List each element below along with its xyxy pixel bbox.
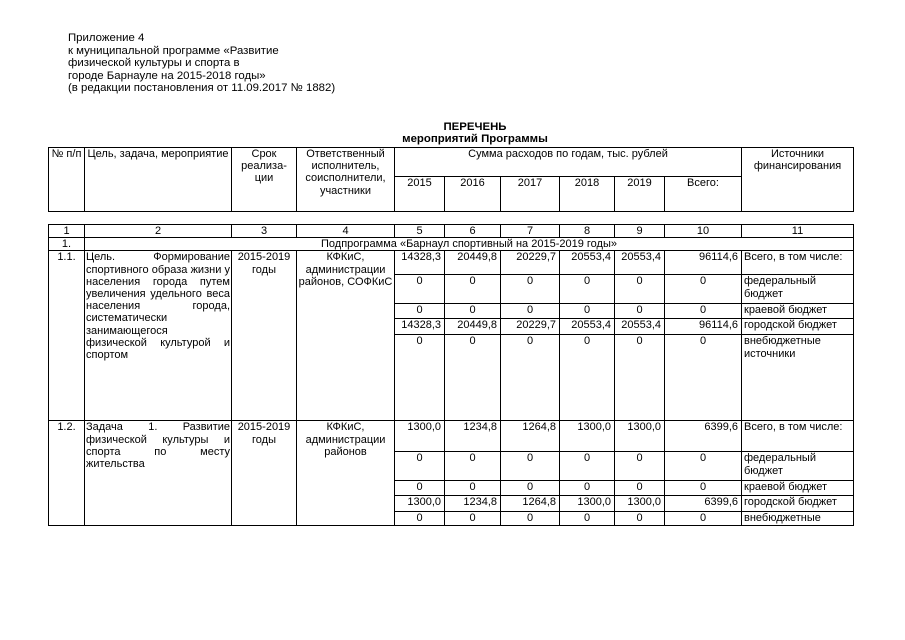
value-total: 0 [665, 335, 742, 421]
value-2018: 1300,0 [560, 421, 615, 452]
funding-source: городской бюджет [742, 319, 854, 335]
header-total: Всего: [665, 177, 742, 212]
document-title: ПЕРЕЧЕНЬ [443, 121, 507, 133]
value-2017: 0 [501, 481, 560, 496]
value-total: 0 [665, 275, 742, 304]
value-2018: 0 [560, 481, 615, 496]
column-number: 6 [445, 225, 501, 238]
value-2017: 1264,8 [501, 421, 560, 452]
value-total: 0 [665, 452, 742, 481]
table-row [49, 251, 854, 275]
row-goal: Цель. Формирование спортивного образа жизни у населения города путем увеличения удельного веса населения города, систематически занимающегося физической культурой и спортом [85, 251, 232, 421]
row-term: 2015-2019 годы [232, 251, 297, 421]
value-total: 0 [665, 512, 742, 526]
value-2016: 20449,8 [445, 251, 501, 275]
funding-source: внебюджетные [742, 512, 854, 526]
funding-source: Всего, в том числе: [742, 421, 854, 452]
value-2015: 1300,0 [395, 496, 445, 512]
value-2018: 0 [560, 335, 615, 421]
value-2016: 0 [445, 335, 501, 421]
value-2017: 1264,8 [501, 496, 560, 512]
value-total: 0 [665, 481, 742, 496]
value-2015: 14328,3 [395, 251, 445, 275]
measures-table [48, 147, 854, 526]
table-spacer [49, 212, 854, 225]
value-2015: 1300,0 [395, 421, 445, 452]
value-2016: 1234,8 [445, 421, 501, 452]
header-num: № п/п [49, 148, 85, 212]
header-responsible: Ответственный исполнитель, соисполнители, участники [297, 148, 395, 212]
funding-source: федеральный бюджет [742, 275, 854, 304]
value-2019: 0 [615, 452, 665, 481]
header-year: 2016 [445, 177, 501, 212]
value-2016: 0 [445, 452, 501, 481]
column-number: 3 [232, 225, 297, 238]
column-number: 5 [395, 225, 445, 238]
row-num: 1.1. [49, 251, 85, 421]
value-total: 6399,6 [665, 421, 742, 452]
value-2016: 0 [445, 275, 501, 304]
value-2015: 0 [395, 275, 445, 304]
header-year: 2017 [501, 177, 560, 212]
header-term: Срок реализа-ции [232, 148, 297, 212]
column-number: 4 [297, 225, 395, 238]
header-year: 2015 [395, 177, 445, 212]
value-2017: 20229,7 [501, 319, 560, 335]
funding-source: краевой бюджет [742, 481, 854, 496]
value-2017: 20229,7 [501, 251, 560, 275]
value-2018: 20553,4 [560, 319, 615, 335]
column-number: 2 [85, 225, 232, 238]
subprogram-title: Подпрограмма «Барнаул спортивный на 2015-2019 годы» [85, 238, 854, 251]
value-2017: 0 [501, 512, 560, 526]
header-year: 2019 [615, 177, 665, 212]
value-total: 0 [665, 304, 742, 319]
value-2018: 20553,4 [560, 251, 615, 275]
row-term: 2015-2019 годы [232, 421, 297, 526]
value-2016: 0 [445, 304, 501, 319]
document-subtitle: мероприятий Программы [402, 133, 548, 145]
column-number: 11 [742, 225, 854, 238]
value-2016: 1234,8 [445, 496, 501, 512]
column-numbers-row [49, 225, 854, 238]
value-2016: 0 [445, 481, 501, 496]
value-2019: 0 [615, 512, 665, 526]
document-header [68, 32, 335, 95]
value-2019: 0 [615, 304, 665, 319]
edition-note: (в редакции постановления от 11.09.2017 № 1882) [68, 82, 336, 95]
program-reference-line: городе Барнауле на 2015-2018 годы» [68, 69, 266, 82]
value-2015: 14328,3 [395, 319, 445, 335]
value-2019: 20553,4 [615, 251, 665, 275]
value-2018: 0 [560, 452, 615, 481]
column-number: 7 [501, 225, 560, 238]
value-2015: 0 [395, 481, 445, 496]
value-2017: 0 [501, 452, 560, 481]
value-2015: 0 [395, 304, 445, 319]
value-2017: 0 [501, 335, 560, 421]
value-2018: 0 [560, 304, 615, 319]
program-reference-line: физической культуры и спорта в [68, 57, 240, 70]
row-goal: Задача 1. Развитие физической культуры и спорта по месту жительства [85, 421, 232, 526]
funding-source: краевой бюджет [742, 304, 854, 319]
value-total: 96114,6 [665, 251, 742, 275]
column-number: 9 [615, 225, 665, 238]
value-2019: 0 [615, 481, 665, 496]
program-reference-line: к муниципальной программе «Развитие [68, 44, 279, 57]
column-number: 8 [560, 225, 615, 238]
value-2015: 0 [395, 452, 445, 481]
value-total: 96114,6 [665, 319, 742, 335]
value-2019: 0 [615, 275, 665, 304]
header-sources: Источники финансирования [742, 148, 854, 212]
row-responsible: КФКиС, администрации районов, СОФКиС [297, 251, 395, 421]
value-2015: 0 [395, 512, 445, 526]
value-2017: 0 [501, 304, 560, 319]
column-number: 10 [665, 225, 742, 238]
value-2018: 0 [560, 275, 615, 304]
appendix-label: Приложение 4 [68, 32, 145, 44]
table-row [49, 421, 854, 452]
funding-source: Всего, в том числе: [742, 251, 854, 275]
row-num: 1.2. [49, 421, 85, 526]
value-2019: 0 [615, 335, 665, 421]
value-2018: 1300,0 [560, 496, 615, 512]
subprogram-num: 1. [49, 238, 85, 251]
header-sum: Сумма расходов по годам, тыс. рублей [395, 148, 742, 177]
funding-source: городской бюджет [742, 496, 854, 512]
value-2019: 1300,0 [615, 421, 665, 452]
value-2015: 0 [395, 335, 445, 421]
value-2016: 20449,8 [445, 319, 501, 335]
funding-source: федеральный бюджет [742, 452, 854, 481]
value-2017: 0 [501, 275, 560, 304]
table-header-row [49, 148, 854, 177]
value-2019: 20553,4 [615, 319, 665, 335]
value-2019: 1300,0 [615, 496, 665, 512]
subprogram-row [49, 238, 854, 251]
header-year: 2018 [560, 177, 615, 212]
value-total: 6399,6 [665, 496, 742, 512]
value-2016: 0 [445, 512, 501, 526]
column-number: 1 [49, 225, 85, 238]
row-responsible: КФКиС, администрации районов [297, 421, 395, 526]
header-goal: Цель, задача, мероприятие [85, 148, 232, 212]
funding-source: внебюджетные источники [742, 335, 854, 421]
value-2018: 0 [560, 512, 615, 526]
